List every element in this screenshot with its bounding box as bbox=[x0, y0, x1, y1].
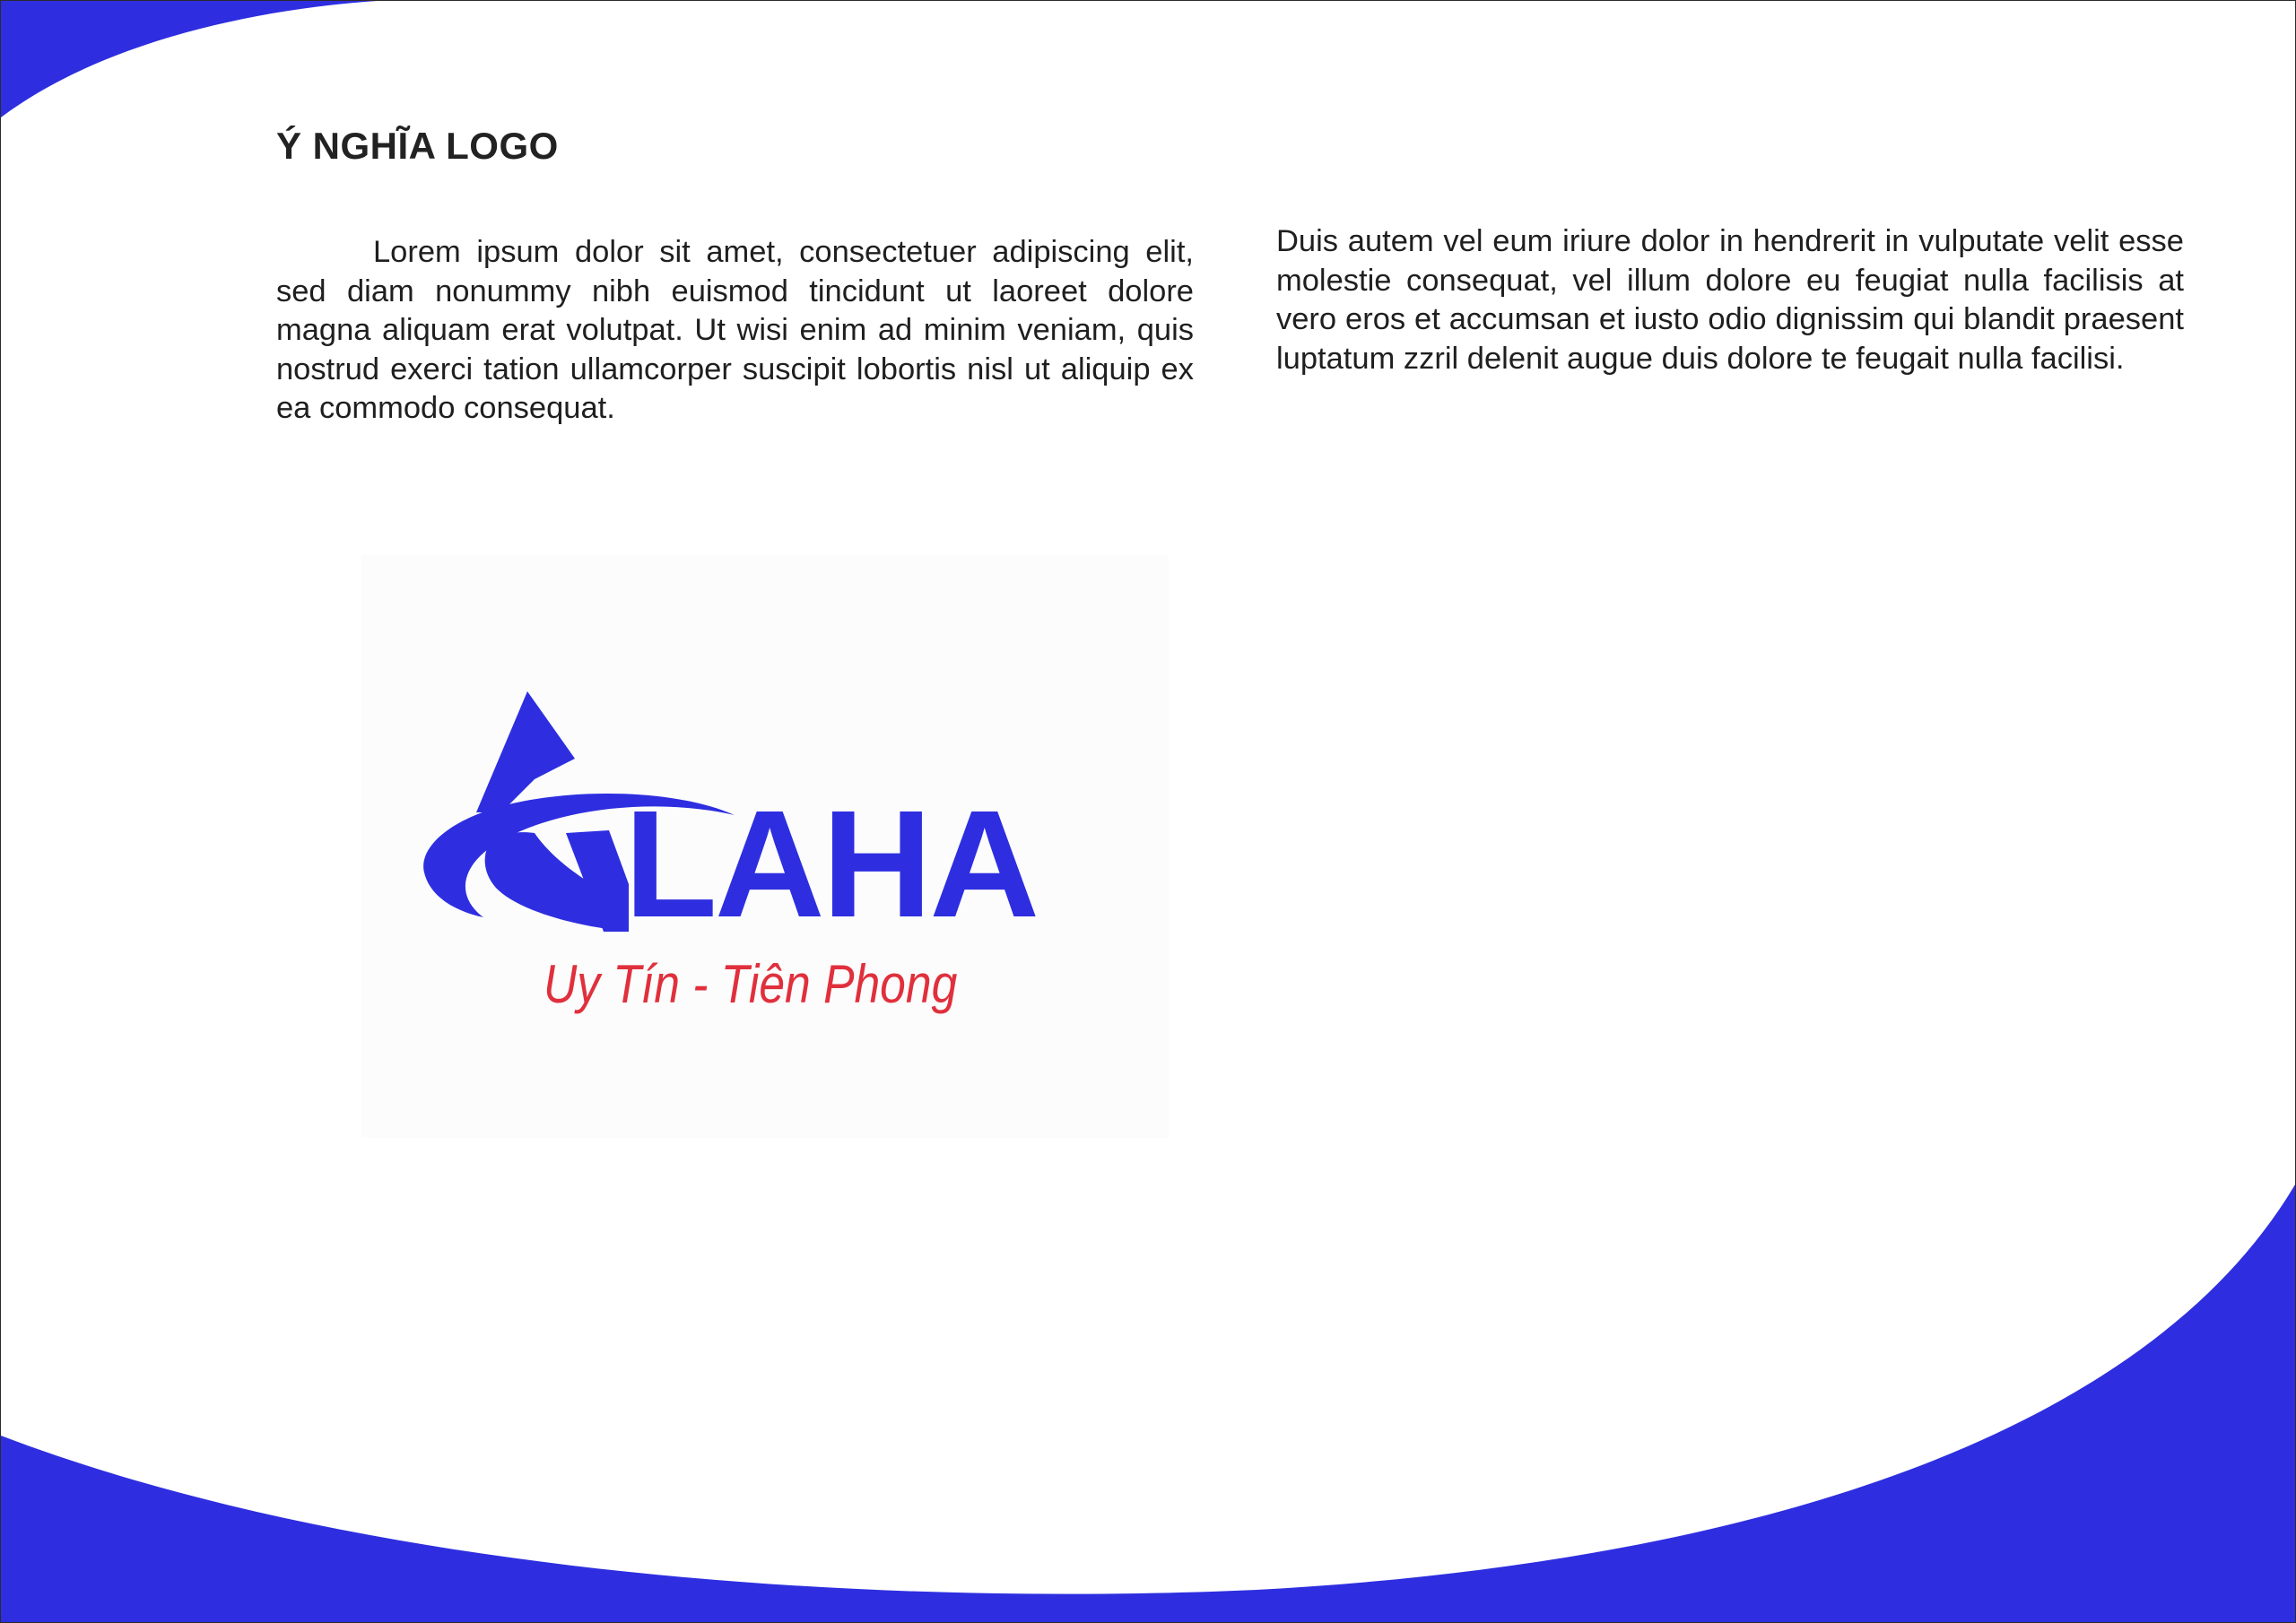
paragraph-right: Duis autem vel eum iriure dolor in hendrerit in vulputate velit esse molestie consequat, vel illum dolore eu feugiat nulla facilisis at vero eros et accumsan et iusto odio dignissim qui blandit praesent luptatum zzril delenit augue duis dolore te feugait nulla facilisi. bbox=[1276, 224, 2184, 376]
page-title: Ý NGHĨA LOGO bbox=[276, 125, 559, 167]
top-left-swoosh bbox=[1, 1, 378, 117]
logo-wordmark: LAHA bbox=[624, 779, 1038, 950]
logo-slogan: Uy Tín - Tiên Phong bbox=[544, 954, 958, 1014]
paragraph-left: Lorem ipsum dolor sit amet, consectetuer adipiscing elit, sed diam nonummy nibh euismod tincidunt ut laoreet dolore magna aliquam erat volutpat. Ut wisi enim ad minim veniam, quis nostrud exerci tation ullamcorper suscipit lobortis nisl ut aliquip ex ea commodo consequat. bbox=[276, 235, 1194, 425]
logo-triangle bbox=[476, 691, 575, 812]
bottom-wave bbox=[1, 1185, 2295, 1622]
